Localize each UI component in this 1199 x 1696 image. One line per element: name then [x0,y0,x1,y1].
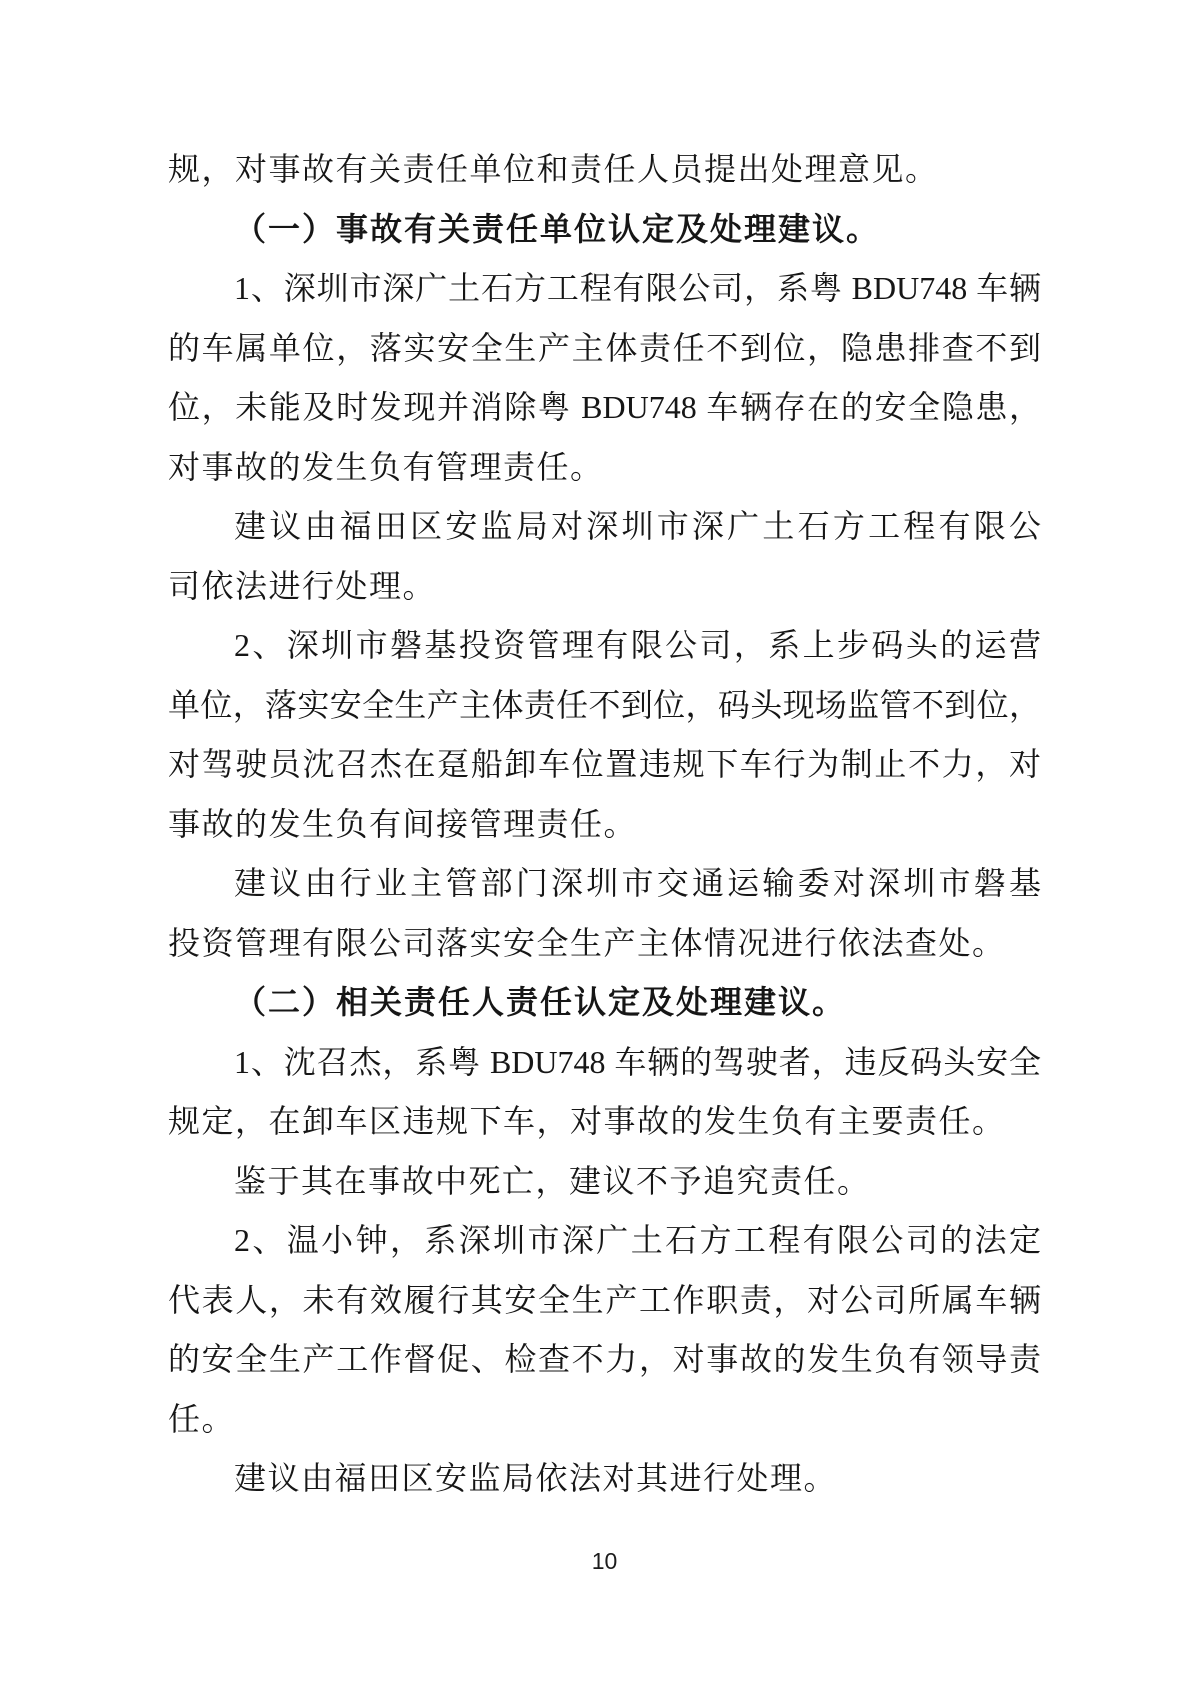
text-line: 2、温小钟，系深圳市深广土石方工程有限公司的法定 [234,1222,1041,1258]
text-line: 建议由福田区安监局对深圳市深广土石方工程有限公 [234,508,1041,544]
text-line: 2、深圳市磐基投资管理有限公司，系上步码头的运营 [234,627,1041,663]
text-line: （二）相关责任人责任认定及处理建议。 [234,984,847,1020]
text-line: 建议由福田区安监局依法对其进行处理。 [234,1460,838,1496]
text-line: 司依法进行处理。 [168,567,437,604]
text-line: 鉴于其在事故中死亡，建议不予追究责任。 [234,1162,871,1199]
text-line: 单位，落实安全生产主体责任不到位，码头现场监管不到位， [168,686,1041,723]
text-line: 规定，在卸车区违规下车，对事故的发生负有主要责任。 [168,1103,1006,1139]
text-line: 建议由行业主管部门深圳市交通运输委对深圳市磐基 [234,865,1041,901]
text-line: 位，未能及时发现并消除粤 BDU748 车辆存在的安全隐患， [168,389,1041,425]
text-line: 对驾驶员沈召杰在趸船卸车位置违规下车行为制止不力，对 [168,746,1041,782]
page-number: 10 [591,1548,618,1574]
document-body [168,140,1041,1509]
text-line: 代表人，未有效履行其安全生产工作职责，对公司所属车辆 [168,1281,1041,1318]
text-line: 投资管理有限公司落实安全生产主体情况进行依法查处。 [168,924,1006,961]
text-line: 事故的发生负有间接管理责任。 [168,805,638,842]
text-line: 任。 [168,1400,236,1437]
text-line: 1、深圳市深广土石方工程有限公司，系粤 BDU748 车辆 [234,270,1041,306]
text-line: 1、沈召杰，系粤 BDU748 车辆的驾驶者，违反码头安全 [234,1043,1041,1080]
text-line: （一）事故有关责任单位认定及处理建议。 [234,210,881,247]
text-line: 对事故的发生负有管理责任。 [168,448,604,485]
text-line: 规，对事故有关责任单位和责任人员提出处理意见。 [168,151,939,187]
text-line: 的安全生产工作督促、检查不力，对事故的发生负有领导责 [168,1341,1041,1377]
text-line: 的车属单位，落实安全生产主体责任不到位，隐患排查不到 [168,329,1041,366]
